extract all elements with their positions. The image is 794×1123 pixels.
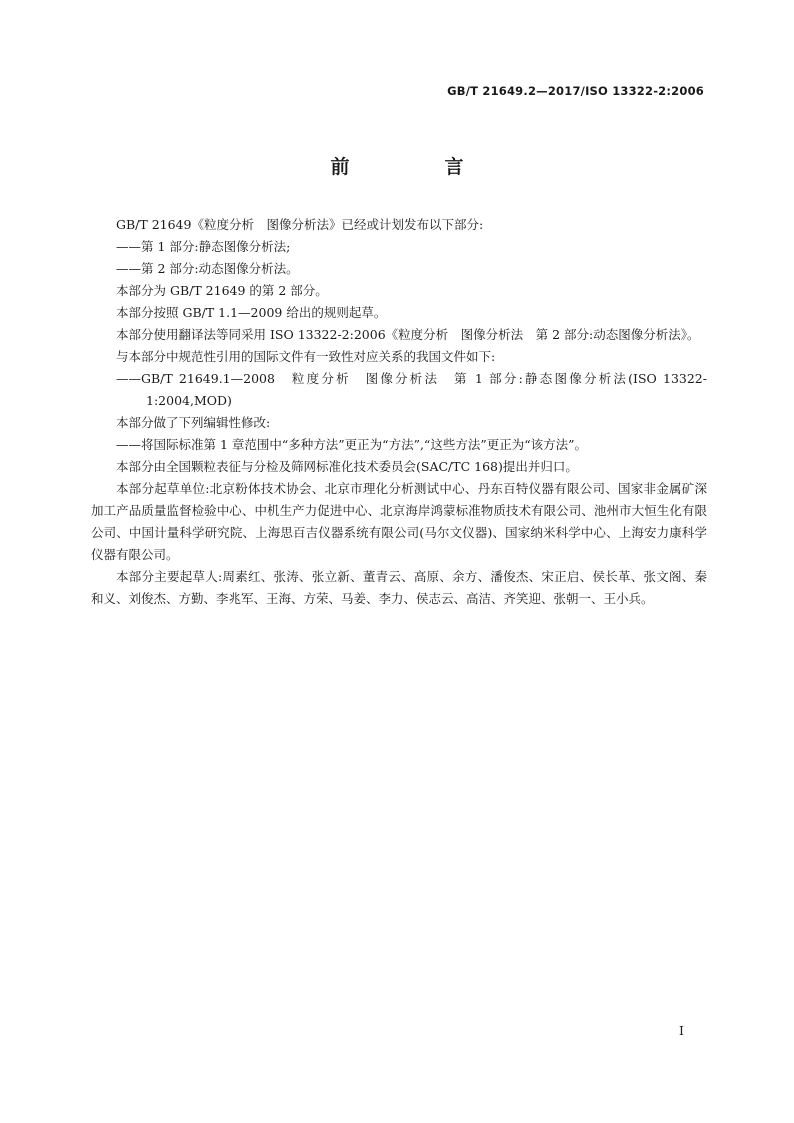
paragraph-drafters: 本部分主要起草人:周素红、张涛、张立新、董青云、高原、余方、潘俊杰、宋正启、侯长革、张文阁、秦和义、刘俊杰、方勤、李兆军、王海、方荣、马姜、李力、侯志云、高洁、齐笑迎、张朝一、王小兵。 [91,569,707,606]
list-item-part2: ——第 2 部分:动态图像分析法。 [116,261,299,276]
paragraph-drafting-units: 本部分起草单位:北京粉体技术协会、北京市理化分析测试中心、丹东百特仪器有限公司、国家非金属矿深加工产品质量监督检验中心、中机生产力促进中心、北京海岸鸿蒙标准物质技术有限公司、池州市大恒生化有限公司、中国计量科学研究院、上海思百吉仪器系统有限公司(马尔文仪器)、国家纳米科学中心、上海安力康科学仪器有限公司。 [91,481,707,562]
list-item-part1: ——第 1 部分:静态图像分析法; [116,239,291,254]
list-item-editorial-change: ——将国际标准第 1 章范围中“多种方法”更正为“方法”,“这些方法”更正为“该方法”。 [116,437,587,452]
list-item-corresponding-doc: ——GB/T 21649.1—2008 粒度分析 图像分析法 第 1 部分:静态图像分析法(ISO 13322-1:2004,MOD) [116,371,707,408]
standard-number-header: GB/T 21649.2—2017/ISO 13322-2:2006 [447,84,704,98]
paragraph-part-statement: 本部分为 GB/T 21649 的第 2 部分。 [116,283,328,298]
page-title: 前 言 [330,156,502,178]
paragraph-adoption: 本部分使用翻译法等同采用 ISO 13322-2:2006《粒度分析 图像分析法 第 2 部分:动态图像分析法》。 [116,327,700,342]
page-number: I [679,1023,684,1038]
paragraph-intro: GB/T 21649《粒度分析 图像分析法》已经或计划发布以下部分: [116,217,484,232]
foreword-body [91,214,707,610]
paragraph-proposer: 本部分由全国颗粒表征与分检及筛网标准化技术委员会(SAC/TC 168)提出并归口。 [116,459,578,474]
paragraph-drafting-rules: 本部分按照 GB/T 1.1—2009 给出的规则起草。 [116,305,387,320]
paragraph-editorial-changes: 本部分做了下列编辑性修改: [116,415,271,430]
paragraph-correspondence: 与本部分中规范性引用的国际文件有一致性对应关系的我国文件如下: [116,349,496,364]
